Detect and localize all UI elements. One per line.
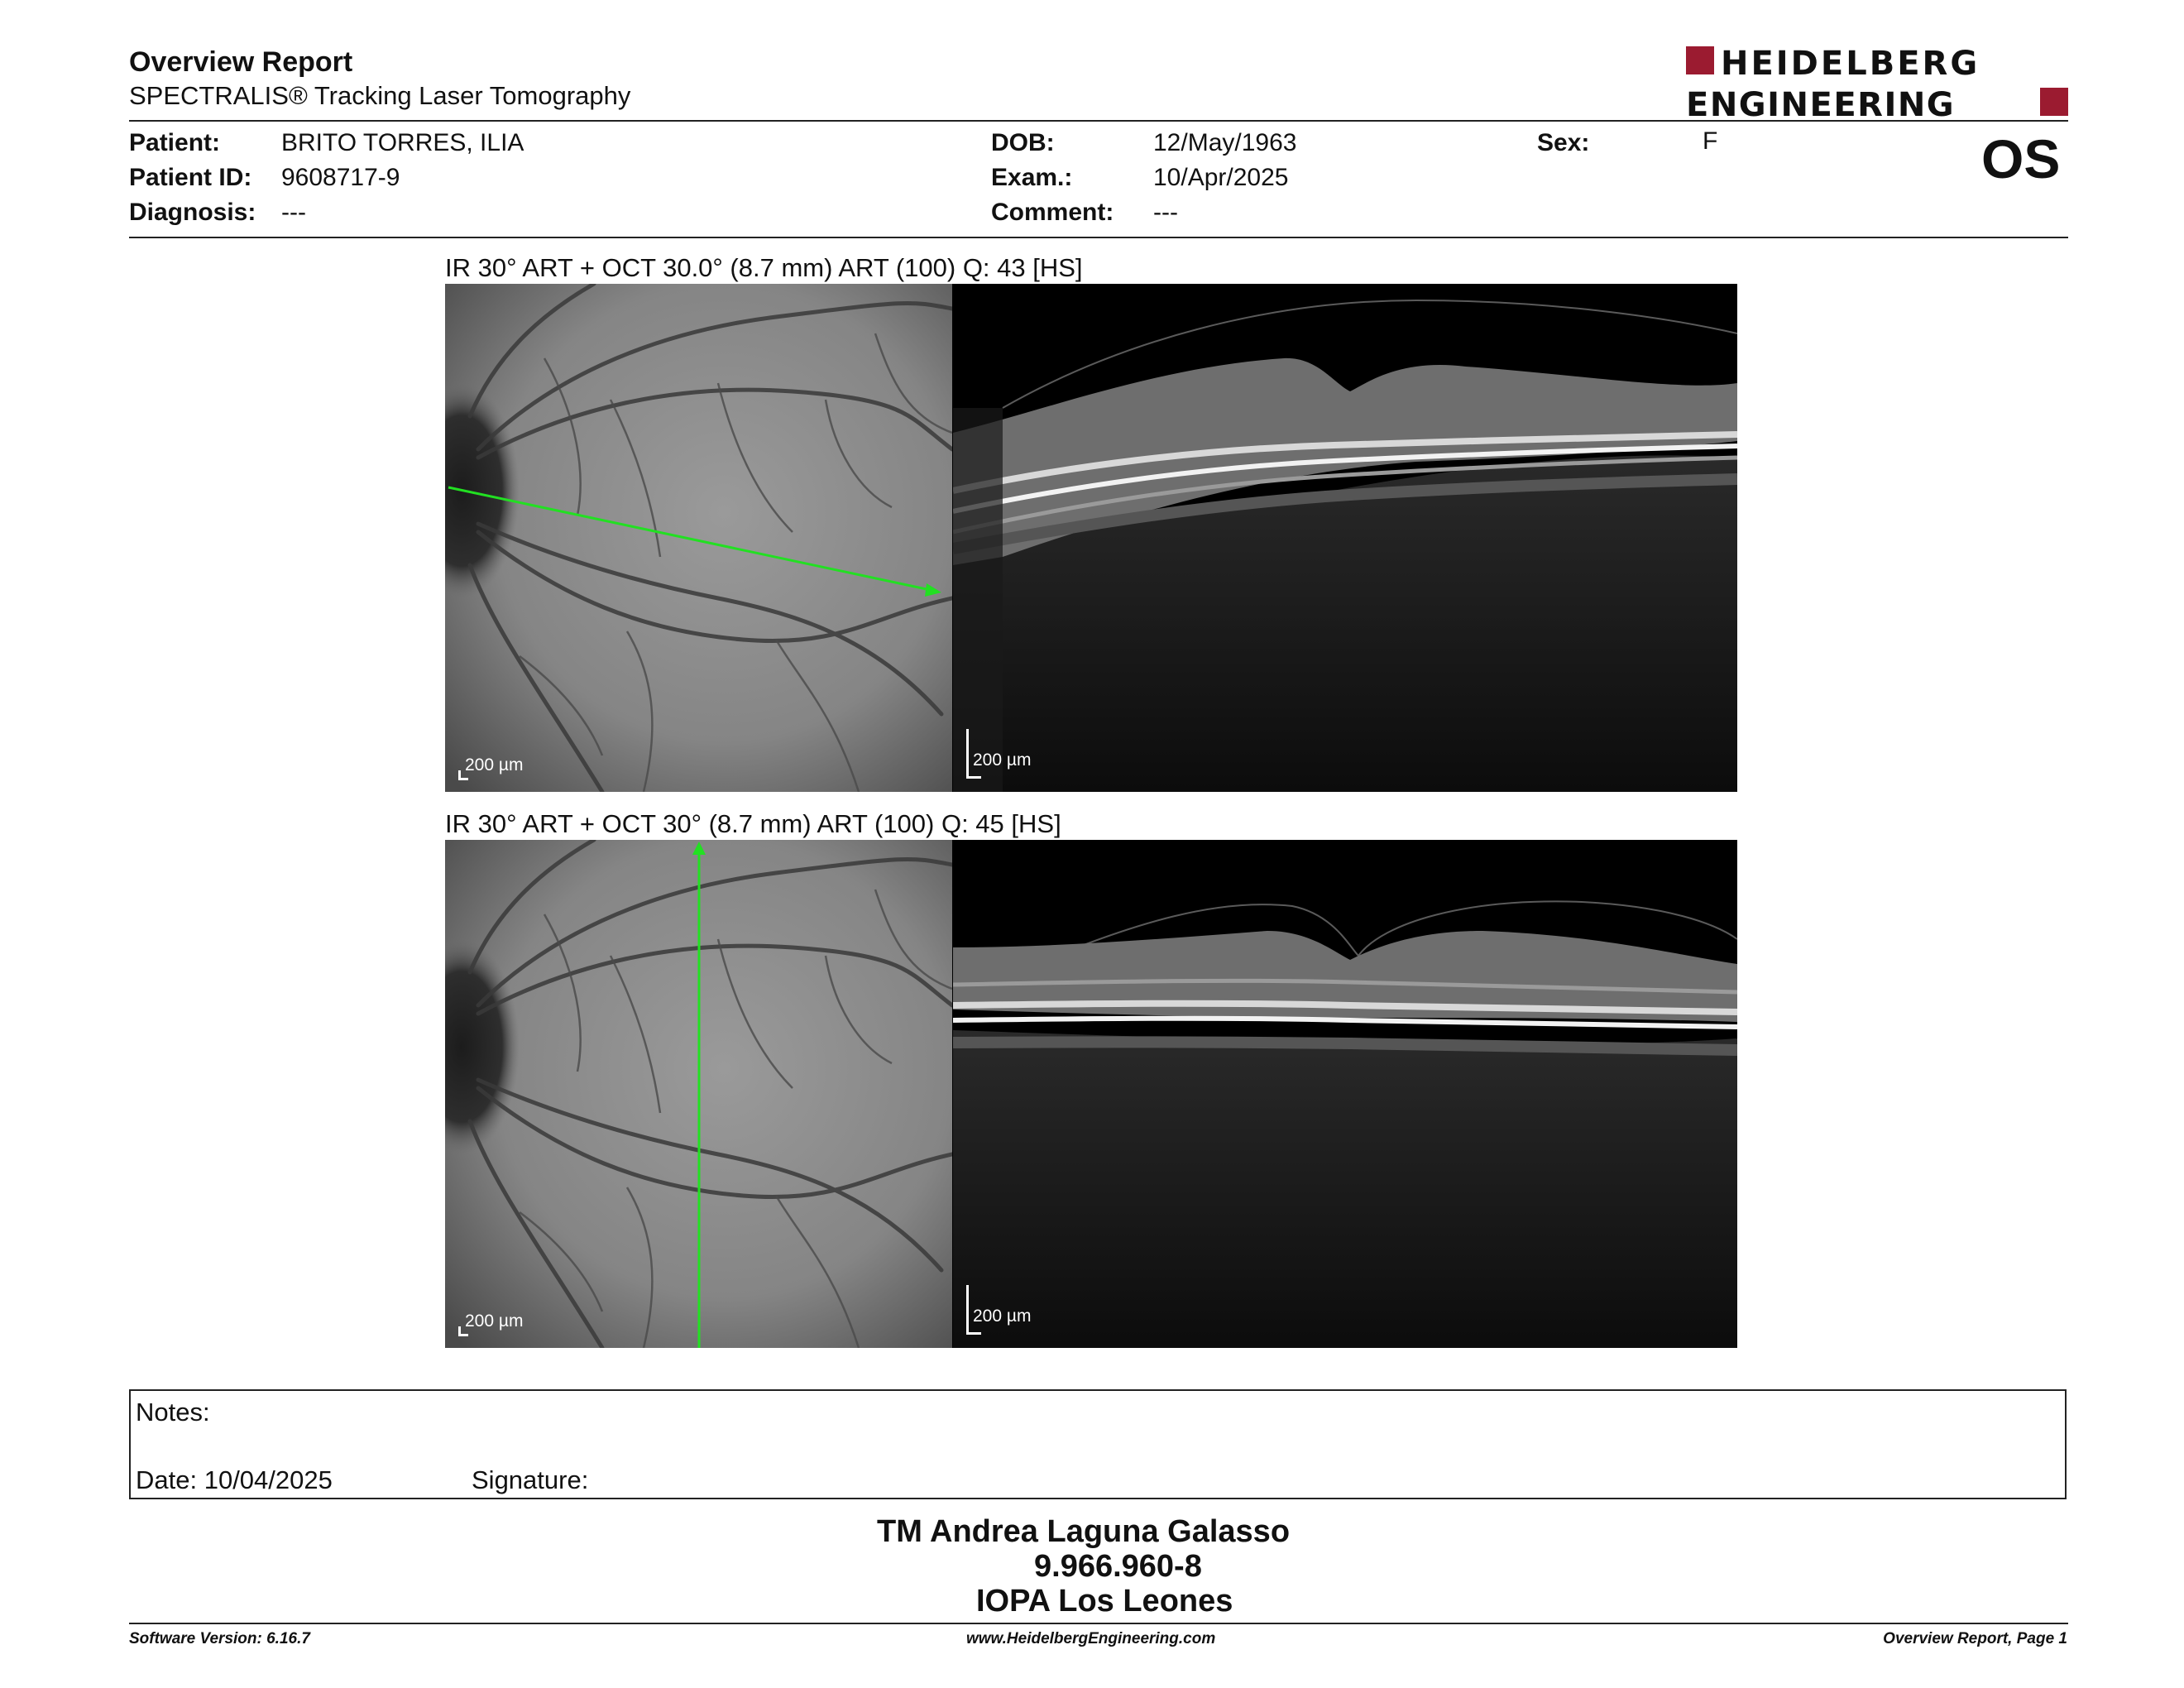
institution-name: IOPA Los Leones <box>976 1584 1233 1618</box>
scan-panel <box>445 284 1737 792</box>
notes-box[interactable] <box>129 1389 2067 1499</box>
oct-bscan-image <box>953 284 1737 792</box>
oct-scale-bar <box>966 729 1057 779</box>
patient-label: Patient: <box>129 129 221 156</box>
scan-title: IR 30° ART + OCT 30° (8.7 mm) ART (100) Q: 45 [HS] <box>445 809 1061 838</box>
dob-value: 12/May/1963 <box>1153 129 1297 156</box>
footer-divider <box>129 1623 2068 1624</box>
patient-id: 9608717-9 <box>281 164 400 191</box>
oct-scale-label: 200 µm <box>973 1307 1032 1326</box>
fundus-scale-label: 200 µm <box>465 1312 524 1331</box>
comment-value: --- <box>1153 199 1178 226</box>
signatory-id: 9.966.960-8 <box>1034 1549 1202 1584</box>
exam-label: Exam.: <box>991 164 1073 191</box>
fundus-scale-bar <box>458 1313 549 1336</box>
report-title: Overview Report <box>129 46 353 78</box>
fundus-scale-label: 200 µm <box>465 755 524 774</box>
heidelberg-logo <box>1686 45 2068 119</box>
software-version: Software Version: 6.16.7 <box>129 1630 310 1647</box>
eye-indicator: OS <box>1981 128 2061 189</box>
fundus-image <box>445 284 952 792</box>
sex-label: Sex: <box>1537 129 1590 156</box>
comment-label: Comment: <box>991 199 1114 226</box>
header-divider <box>129 120 2068 122</box>
diagnosis-value: --- <box>281 199 306 226</box>
signature-label: Signature: <box>472 1465 589 1494</box>
fundus-scale-bar <box>458 757 549 780</box>
patient-id-label: Patient ID: <box>129 164 252 191</box>
notes-label: Notes: <box>136 1398 210 1427</box>
diagnosis-label: Diagnosis: <box>129 199 256 226</box>
logo-line1-text: HEIDELBERG <box>1721 45 1980 83</box>
logo-line2-text: ENGINEERING <box>1686 86 1956 119</box>
patient-divider <box>129 237 2068 238</box>
website-link[interactable]: www.HeidelbergEngineering.com <box>966 1630 1216 1647</box>
signatory-name: TM Andrea Laguna Galasso <box>877 1514 1291 1549</box>
oct-scale-bar <box>966 1285 1057 1335</box>
oct-scale-label: 200 µm <box>973 750 1032 770</box>
scan-title: IR 30° ART + OCT 30.0° (8.7 mm) ART (100) Q: 43 [HS] <box>445 253 1083 282</box>
exam-date: 10/Apr/2025 <box>1153 164 1289 191</box>
oct-bscan-image <box>953 840 1737 1348</box>
notes-date: Date: 10/04/2025 <box>136 1465 333 1494</box>
dob-label: DOB: <box>991 129 1055 156</box>
sex-value: F <box>1703 127 1718 155</box>
fundus-image <box>445 840 952 1348</box>
page-number: Overview Report, Page 1 <box>1883 1630 2067 1647</box>
report-subtitle: SPECTRALIS® Tracking Laser Tomography <box>129 81 631 110</box>
patient-name: BRITO TORRES, ILIA <box>281 129 524 156</box>
scan-panel <box>445 840 1737 1348</box>
